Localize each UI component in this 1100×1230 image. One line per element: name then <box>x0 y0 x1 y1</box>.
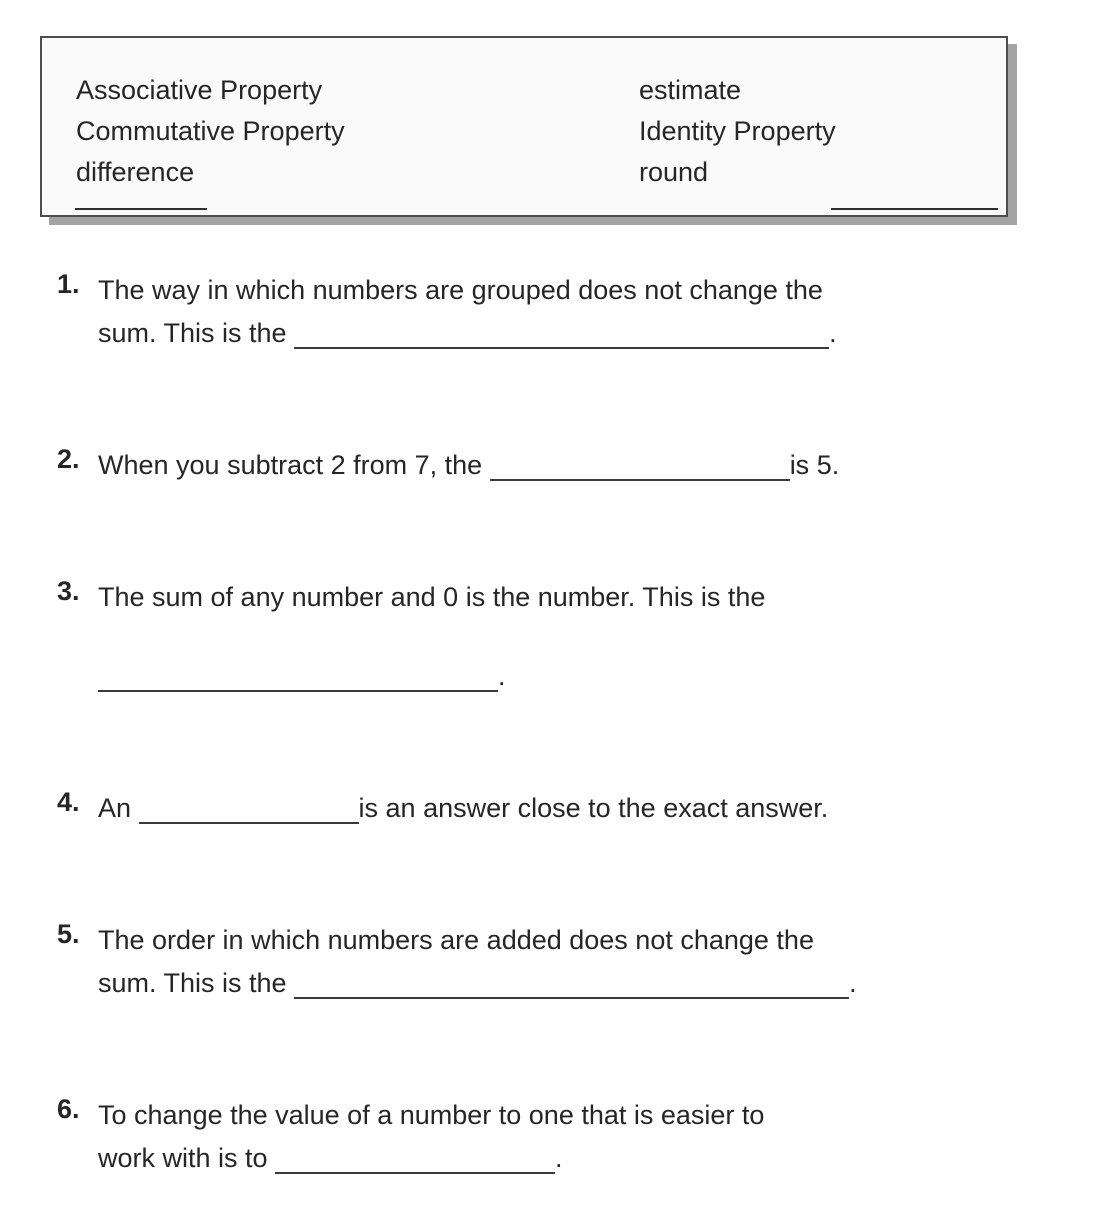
question-text <box>98 1094 898 1180</box>
question-text-segment: sum. This is the <box>98 968 295 998</box>
answer-blank <box>139 792 359 824</box>
question-number: 2. <box>57 444 80 474</box>
question-text-segment: To change the value of a number to one that is easier to <box>98 1100 765 1130</box>
question-text <box>98 919 898 1005</box>
question-number: 5. <box>57 919 80 949</box>
partial-underline-left <box>75 208 207 210</box>
question-number: 3. <box>57 576 80 606</box>
question-text-segment: . <box>498 661 506 691</box>
word-bank-item: Commutative Property <box>76 116 345 146</box>
partial-underline-right <box>831 208 998 210</box>
question <box>57 787 1100 830</box>
answer-blank <box>275 1142 555 1174</box>
word-bank-item: estimate <box>639 75 742 105</box>
question-text-segment: is an answer close to the exact answer. <box>358 793 829 823</box>
question-text <box>98 787 898 830</box>
question-text <box>98 269 898 355</box>
questions <box>57 269 1100 1180</box>
question <box>57 269 1100 355</box>
word-bank <box>40 36 1008 217</box>
word-bank-column-left <box>76 70 639 215</box>
answer-blank <box>294 967 849 999</box>
word-bank-item: Identity Property <box>639 116 836 146</box>
question-text-segment: . <box>849 968 857 998</box>
answer-blank <box>490 449 790 481</box>
question-text-segment: work with is to <box>98 1143 276 1173</box>
question <box>57 1094 1100 1180</box>
word-bank-column-right <box>639 70 836 215</box>
answer-blank <box>294 317 829 349</box>
question-text-segment: is 5. <box>789 450 840 480</box>
word-bank-item: Associative Property <box>76 75 323 105</box>
word-bank-item: round <box>639 157 709 187</box>
question <box>57 919 1100 1005</box>
question-text <box>98 576 898 698</box>
question-text-segment: When you subtract 2 from 7, the <box>98 450 490 480</box>
question-text-segment: The order in which numbers are added does not change the <box>98 925 814 955</box>
question-text-segment: The way in which numbers are grouped does not change the <box>98 275 823 305</box>
question-text-segment: The sum of any number and 0 is the number. This is the <box>98 582 766 612</box>
question-text-segment: An <box>98 793 139 823</box>
question-text <box>98 444 898 487</box>
question-text-segment: . <box>829 318 837 348</box>
question-number: 6. <box>57 1094 80 1124</box>
question-text-segment: sum. This is the <box>98 318 295 348</box>
question-text-segment: . <box>555 1143 563 1173</box>
question <box>57 444 1100 487</box>
question-number: 1. <box>57 269 80 299</box>
question-number: 4. <box>57 787 80 817</box>
question <box>57 576 1100 698</box>
word-bank-item: difference <box>76 157 195 187</box>
paragraph-gap <box>98 619 898 655</box>
answer-blank <box>98 660 498 692</box>
